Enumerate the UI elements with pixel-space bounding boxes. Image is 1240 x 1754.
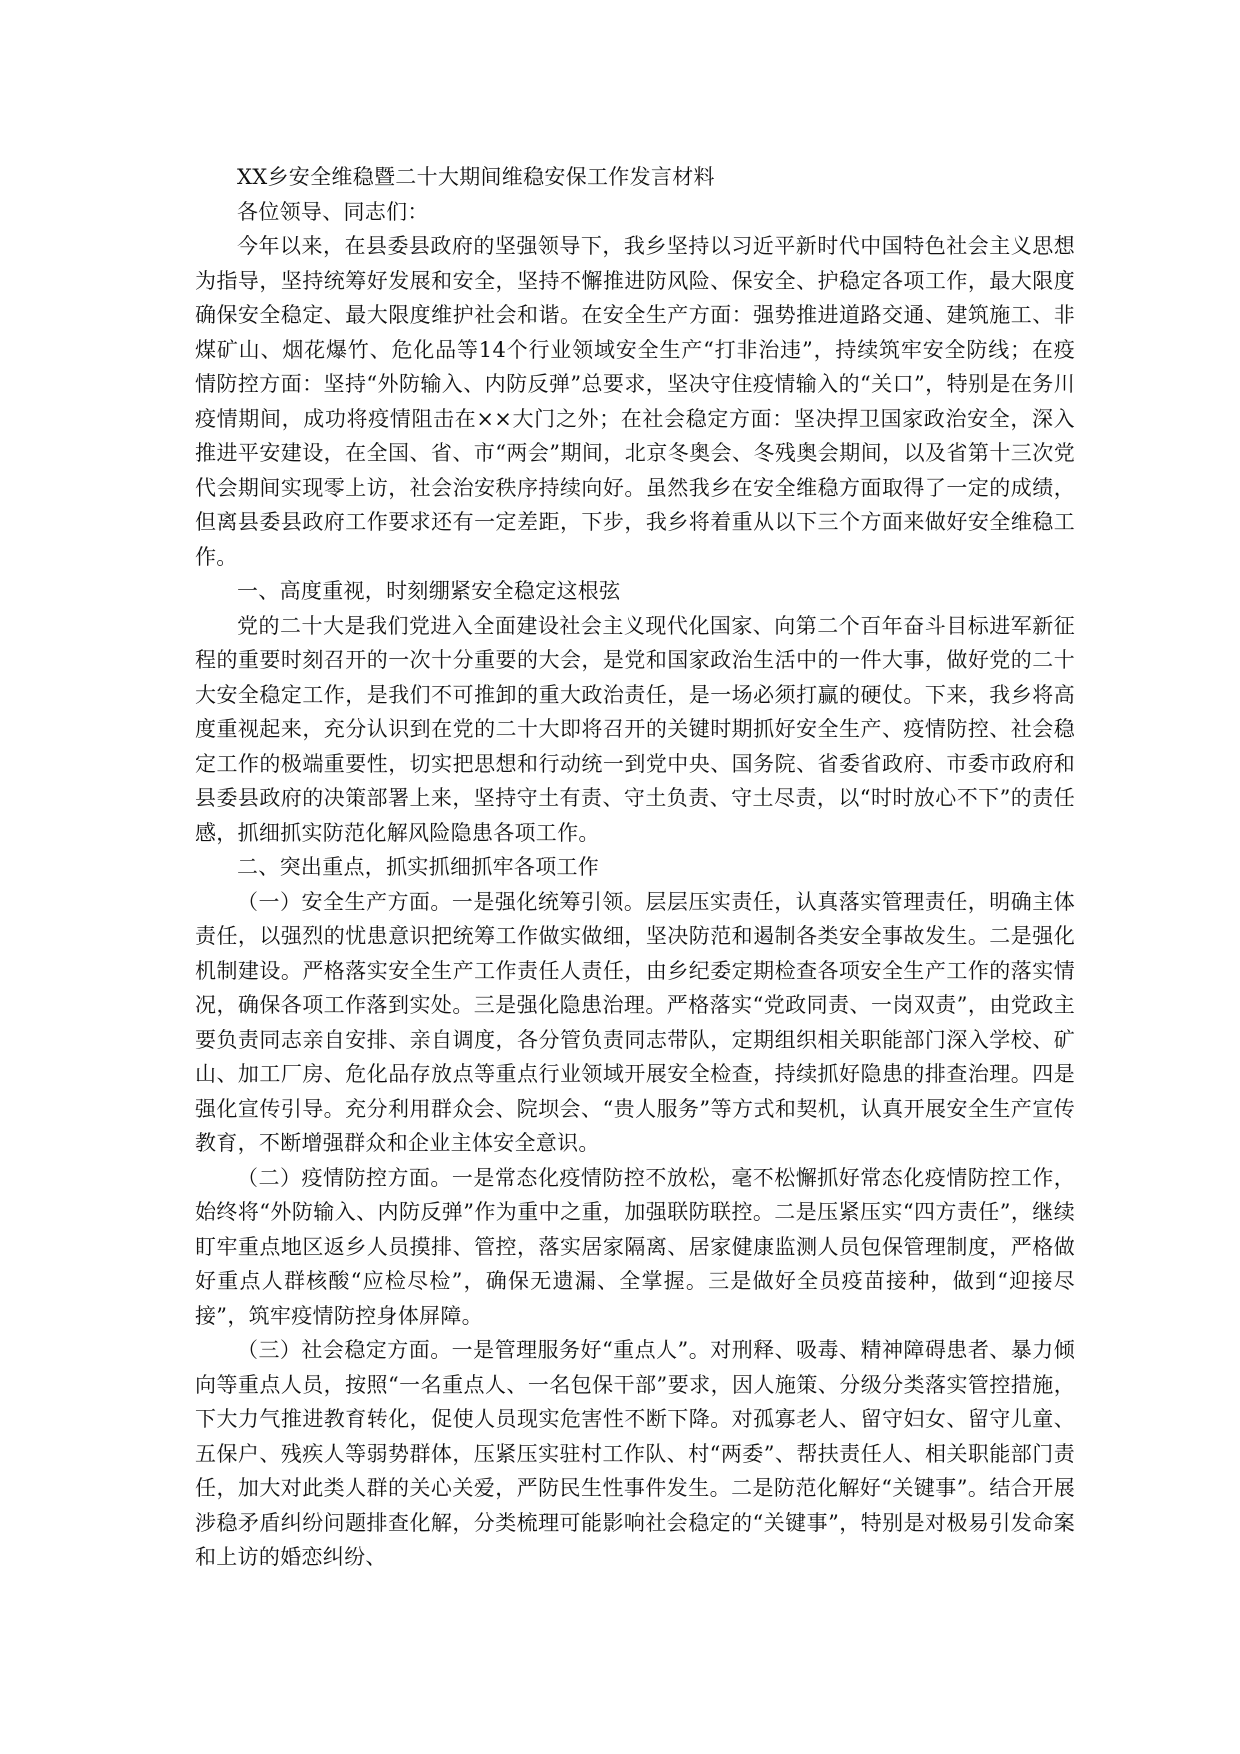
paragraph-intro: 今年以来，在县委县政府的坚强领导下，我乡坚持以习近平新时代中国特色社会主义思想为指导，坚持统筹好发展和安全，坚持不懈推进防风险、保安全、护稳定各项工作，最大限度确保安全稳定、最大限度维护社会和谐。在安全生产方面：强势推进道路交通、建筑施工、非煤矿山、烟花爆竹、危化品等14个行业领域安全生产“打非治违”，持续筑牢安全防线；在疫情防控方面：坚持“外防输入、内防反弹”总要求，坚决守住疫情输入的“关口”，特别是在务川疫情期间，成功将疫情阻击在××大门之外；在社会稳定方面：坚决捍卫国家政治安全，深入推进平安建设，在全国、省、市“两会”期间，北京冬奥会、冬残奥会期间，以及省第十三次党代会期间实现零上访，社会治安秩序持续向好。虽然我乡在安全维稳方面取得了一定的成绩，但离县委县政府工作要求还有一定差距，下步，我乡将着重从以下三个方面来做好安全维稳工作。 bbox=[195, 234, 1075, 569]
section-heading-1: 一、高度重视，时刻绷紧安全稳定这根弦 bbox=[237, 579, 621, 603]
document-body bbox=[195, 160, 1075, 1575]
section-heading-2: 二、突出重点，抓实抓细抓牢各项工作 bbox=[237, 855, 600, 879]
paragraph-epidemic-control: （二）疫情防控方面。一是常态化疫情防控不放松，毫不松懈抓好常态化疫情防控工作，始终将“外防输入、内防反弹”作为重中之重，加强联防联控。二是压紧压实“四方责任”，继续盯牢重点地区返乡人员摸排、管控，落实居家隔离、居家健康监测人员包保管理制度，严格做好重点人群核酸“应检尽检”，确保无遗漏、全掌握。三是做好全员疫苗接种，做到“迎接尽接”，筑牢疫情防控身体屏障。 bbox=[195, 1165, 1075, 1328]
paragraph-section-1: 党的二十大是我们党进入全面建设社会主义现代化国家、向第二个百年奋斗目标进军新征程的重要时刻召开的一次十分重要的大会，是党和国家政治生活中的一件大事，做好党的二十大安全稳定工作，是我们不可推卸的重大政治责任，是一场必须打赢的硬仗。下来，我乡将高度重视起来，充分认识到在党的二十大即将召开的关键时期抓好安全生产、疫情防控、社会稳定工作的极端重要性，切实把思想和行动统一到党中央、国务院、省委省政府、市委市政府和县委县政府的决策部署上来，坚持守土有责、守土负责、守土尽责，以“时时放心不下”的责任感，抓细抓实防范化解风险隐患各项工作。 bbox=[195, 613, 1075, 845]
paragraph-social-stability: （三）社会稳定方面。一是管理服务好“重点人”。对刑释、吸毒、精神障碍患者、暴力倾向等重点人员，按照“一名重点人、一名包保干部”要求，因人施策、分级分类落实管控措施，下大力气推进教育转化，促使人员现实危害性不断下降。对孤寡老人、留守妇女、留守儿童、五保户、残疾人等弱势群体，压紧压实驻村工作队、村“两委”、帮扶责任人、相关职能部门责任，加大对此类人群的关心关爱，严防民生性事件发生。二是防范化解好“关键事”。结合开展涉稳矛盾纠纷问题排查化解，分类梳理可能影响社会稳定的“关键事”，特别是对极易引发命案和上访的婚恋纠纷、 bbox=[195, 1338, 1075, 1569]
salutation: 各位领导、同志们： bbox=[237, 199, 429, 224]
paragraph-safety-production: （一）安全生产方面。一是强化统筹引领。层层压实责任，认真落实管理责任，明确主体责任，以强烈的忧患意识把统筹工作做实做细，坚决防范和遏制各类安全事故发生。二是强化机制建设。严格落实安全生产工作责任人责任，由乡纪委定期检查各项安全生产工作的落实情况，确保各项工作落到实处。三是强化隐患治理。严格落实“党政同责、一岗双责”，由党政主要负责同志亲自安排、亲自调度，各分管负责同志带队，定期组织相关职能部门深入学校、矿山、加工厂房、危化品存放点等重点行业领域开展安全检查，持续抓好隐患的排查治理。四是强化宣传引导。充分利用群众会、院坝会、“贵人服务”等方式和契机，认真开展安全生产宣传教育，不断增强群众和企业主体安全意识。 bbox=[195, 889, 1075, 1155]
document-title: XX乡安全维稳暨二十大期间维稳安保工作发言材料 bbox=[237, 165, 715, 189]
